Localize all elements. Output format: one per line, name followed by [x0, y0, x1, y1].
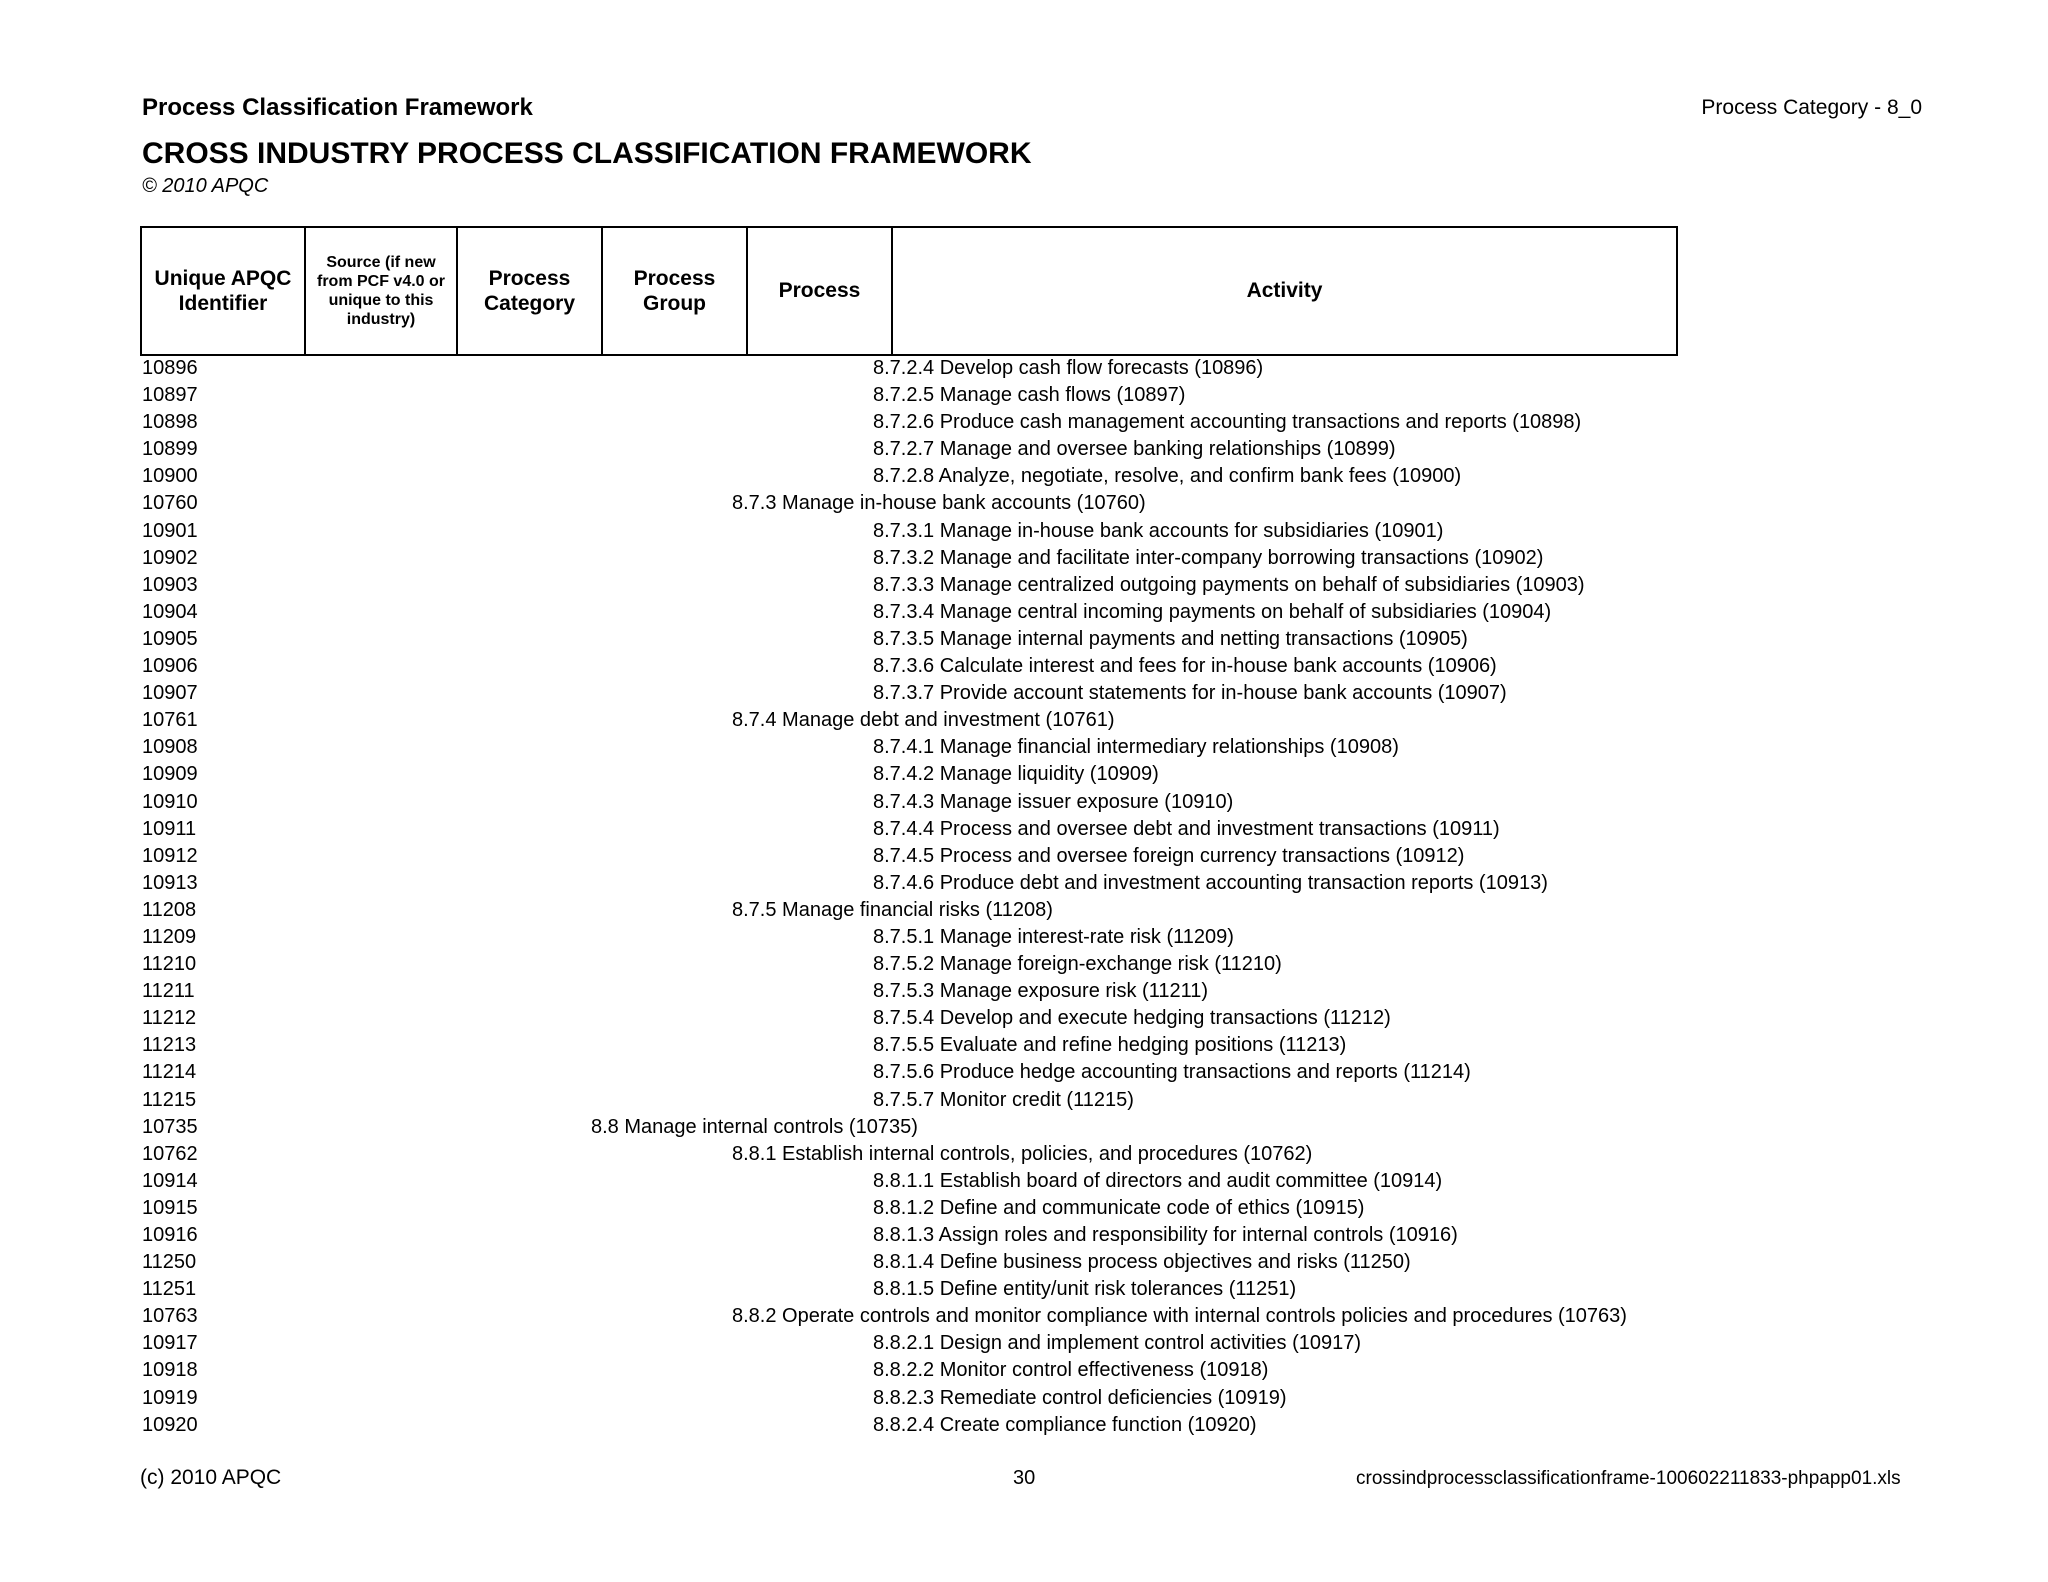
row-activity-text: 8.7.4.6 Produce debt and investment accounting transaction reports (10913)	[873, 871, 1548, 894]
table-row	[0, 761, 1680, 788]
table-row	[0, 518, 1680, 545]
row-activity-text: 8.7.4.2 Manage liquidity (10909)	[873, 763, 1159, 786]
row-activity-text: 8.7.4.5 Process and oversee foreign currency transactions (10912)	[873, 844, 1465, 867]
row-activity-text: 8.8.1.2 Define and communicate code of ethics (10915)	[873, 1196, 1365, 1219]
row-activity-text: 8.7.3.2 Manage and facilitate inter-company borrowing transactions (10902)	[873, 546, 1544, 569]
row-activity-text: 8.8.2.2 Monitor control effectiveness (10918)	[873, 1359, 1269, 1382]
table-row	[0, 409, 1680, 436]
table-row	[0, 1222, 1680, 1249]
row-activity-text: 8.8.1.1 Establish board of directors and audit committee (10914)	[873, 1169, 1443, 1192]
footer-filename: crossindprocessclassificationframe-100602211833-phpapp01.xls	[1356, 1468, 1901, 1489]
row-identifier: 11251	[142, 1278, 197, 1301]
row-identifier: 11211	[142, 980, 195, 1003]
row-identifier: 11250	[142, 1251, 197, 1274]
table-row	[0, 1303, 1680, 1330]
table-row	[0, 382, 1680, 409]
row-activity-text: 8.7.3.6 Calculate interest and fees for in-house bank accounts (10906)	[873, 655, 1497, 678]
row-identifier: 10913	[142, 871, 198, 894]
row-identifier: 10897	[142, 384, 198, 407]
row-activity-text: 8.7.3.5 Manage internal payments and netting transactions (10905)	[873, 627, 1468, 650]
table-row	[0, 490, 1680, 517]
table-row	[0, 680, 1680, 707]
table-row	[0, 1005, 1680, 1032]
table-row	[0, 545, 1680, 572]
row-identifier: 11208	[142, 898, 197, 921]
copyright-notice: © 2010 APQC	[142, 175, 269, 197]
table-row	[0, 626, 1680, 653]
table-row	[0, 1195, 1680, 1222]
table-row	[0, 1168, 1680, 1195]
table-row	[0, 870, 1680, 897]
row-identifier: 10761	[142, 709, 198, 732]
row-identifier: 10902	[142, 546, 198, 569]
row-activity-text: 8.7.5.5 Evaluate and refine hedging positions (11213)	[873, 1034, 1347, 1057]
row-identifier: 10905	[142, 627, 198, 650]
row-identifier: 10901	[142, 519, 198, 542]
row-activity-text: 8.8.1.4 Define business process objectives and risks (11250)	[873, 1251, 1411, 1274]
row-identifier: 10899	[142, 438, 198, 461]
row-activity-text: 8.7.5.6 Produce hedge accounting transactions and reports (11214)	[873, 1061, 1471, 1084]
row-identifier: 10907	[142, 682, 198, 705]
row-activity-text: 8.7.5.7 Monitor credit (11215)	[873, 1088, 1134, 1111]
table-row	[0, 1114, 1680, 1141]
row-activity-text: 8.8.1.5 Define entity/unit risk tolerances (11251)	[873, 1278, 1297, 1301]
table-row	[0, 734, 1680, 761]
row-identifier: 10908	[142, 736, 198, 759]
row-activity-text: 8.7.2.4 Develop cash flow forecasts (10896)	[873, 357, 1264, 379]
table-row	[0, 1276, 1680, 1303]
row-activity-text: 8.7.3.3 Manage centralized outgoing payments on behalf of subsidiaries (10903)	[873, 573, 1585, 596]
row-activity-text: 8.7.2.5 Manage cash flows (10897)	[873, 384, 1186, 407]
row-activity-text: 8.7.5.1 Manage interest-rate risk (11209)	[873, 925, 1234, 948]
row-process-text: 8.8.1 Establish internal controls, policies, and procedures (10762)	[732, 1142, 1313, 1165]
row-activity-text: 8.7.5.3 Manage exposure risk (11211)	[873, 980, 1209, 1003]
row-activity-text: 8.8.2.4 Create compliance function (10920)	[873, 1413, 1257, 1436]
table-row	[0, 1412, 1680, 1439]
table-row	[0, 1385, 1680, 1412]
row-identifier: 10917	[142, 1332, 198, 1355]
table-row	[0, 572, 1680, 599]
table-row	[0, 707, 1680, 734]
table-row	[0, 1249, 1680, 1276]
row-identifier: 11213	[142, 1034, 197, 1057]
row-process-text: 8.8.2 Operate controls and monitor compliance with internal controls policies and procedures (10763)	[732, 1305, 1627, 1328]
column-header-activity: Activity	[892, 227, 1677, 355]
row-identifier: 10735	[142, 1115, 198, 1138]
page-number: 30	[1013, 1467, 1036, 1489]
column-header-identifier: Unique APQC Identifier	[141, 227, 305, 355]
row-identifier: 11214	[142, 1061, 197, 1084]
row-identifier: 10904	[142, 600, 198, 623]
row-process-text: 8.7.4 Manage debt and investment (10761)	[732, 709, 1115, 732]
row-identifier: 10906	[142, 655, 198, 678]
table-row	[0, 355, 1680, 382]
table-row	[0, 599, 1680, 626]
table-row	[0, 653, 1680, 680]
row-identifier: 10763	[142, 1305, 198, 1328]
footer-copyright: (c) 2010 APQC	[140, 1466, 282, 1489]
row-process-text: 8.7.5 Manage financial risks (11208)	[732, 898, 1053, 921]
row-activity-text: 8.7.4.3 Manage issuer exposure (10910)	[873, 790, 1234, 813]
header-title: Process Classification Framework	[142, 94, 533, 121]
row-identifier: 10915	[142, 1196, 198, 1219]
table-row	[0, 1032, 1680, 1059]
column-header-process: Process	[747, 227, 892, 355]
row-identifier: 10920	[142, 1413, 198, 1436]
row-activity-text: 8.7.5.4 Develop and execute hedging transactions (11212)	[873, 1007, 1391, 1030]
table-row	[0, 1087, 1680, 1114]
table-row	[0, 436, 1680, 463]
table-row	[0, 843, 1680, 870]
table-row	[0, 1059, 1680, 1086]
column-header-process-category: Process Category	[457, 227, 602, 355]
table-row	[0, 1141, 1680, 1168]
row-identifier: 10916	[142, 1224, 198, 1246]
column-header-source: Source (if new from PCF v4.0 or unique to this industry)	[305, 227, 457, 355]
row-identifier: 10762	[142, 1142, 198, 1165]
table-row	[0, 978, 1680, 1005]
row-activity-text: 8.8.1.3 Assign roles and responsibility for internal controls (10916)	[873, 1224, 1458, 1246]
row-identifier: 10900	[142, 465, 198, 488]
table-row	[0, 951, 1680, 978]
process-category-label: Process Category - 8_0	[1701, 96, 1922, 119]
row-identifier: 10903	[142, 573, 198, 596]
row-activity-text: 8.7.3.1 Manage in-house bank accounts for subsidiaries (10901)	[873, 519, 1444, 542]
row-activity-text: 8.7.4.1 Manage financial intermediary relationships (10908)	[873, 736, 1399, 759]
table-row	[0, 1357, 1680, 1384]
table-row	[0, 1330, 1680, 1357]
row-activity-text: 8.7.3.4 Manage central incoming payments on behalf of subsidiaries (10904)	[873, 600, 1552, 623]
row-activity-text: 8.7.2.8 Analyze, negotiate, resolve, and confirm bank fees (10900)	[873, 465, 1462, 488]
row-identifier: 10919	[142, 1386, 198, 1409]
row-identifier: 10760	[142, 492, 198, 515]
table-row	[0, 897, 1680, 924]
classification-rows	[0, 355, 1680, 1439]
column-header-row	[141, 227, 1677, 355]
row-activity-text: 8.8.2.1 Design and implement control activities (10917)	[873, 1332, 1362, 1355]
row-identifier: 11212	[142, 1007, 197, 1030]
row-identifier: 10896	[142, 357, 198, 379]
column-header-table	[140, 226, 1678, 356]
row-identifier: 10909	[142, 763, 198, 786]
table-row	[0, 816, 1680, 843]
row-identifier: 11210	[142, 953, 197, 976]
table-row	[0, 463, 1680, 490]
row-activity-text: 8.7.3.7 Provide account statements for in-house bank accounts (10907)	[873, 682, 1507, 705]
row-identifier: 11209	[142, 925, 197, 948]
row-identifier: 10911	[142, 817, 197, 840]
row-activity-text: 8.8.2.3 Remediate control deficiencies (10919)	[873, 1386, 1287, 1409]
row-identifier: 10912	[142, 844, 198, 867]
row-identifier: 10910	[142, 790, 198, 813]
row-activity-text: 8.7.2.6 Produce cash management accounting transactions and reports (10898)	[873, 411, 1582, 434]
row-group-text: 8.8 Manage internal controls (10735)	[591, 1115, 918, 1138]
table-row	[0, 789, 1680, 816]
table-row	[0, 924, 1680, 951]
row-activity-text: 8.7.4.4 Process and oversee debt and investment transactions (10911)	[873, 817, 1500, 840]
row-activity-text: 8.7.5.2 Manage foreign-exchange risk (11210)	[873, 953, 1282, 976]
document-title: CROSS INDUSTRY PROCESS CLASSIFICATION FRAMEWORK	[142, 137, 1032, 170]
row-process-text: 8.7.3 Manage in-house bank accounts (10760)	[732, 492, 1146, 515]
row-identifier: 10914	[142, 1169, 198, 1192]
column-header-process-group: Process Group	[602, 227, 747, 355]
row-identifier: 11215	[142, 1088, 197, 1111]
row-identifier: 10898	[142, 411, 198, 434]
row-identifier: 10918	[142, 1359, 198, 1382]
row-activity-text: 8.7.2.7 Manage and oversee banking relationships (10899)	[873, 438, 1396, 461]
